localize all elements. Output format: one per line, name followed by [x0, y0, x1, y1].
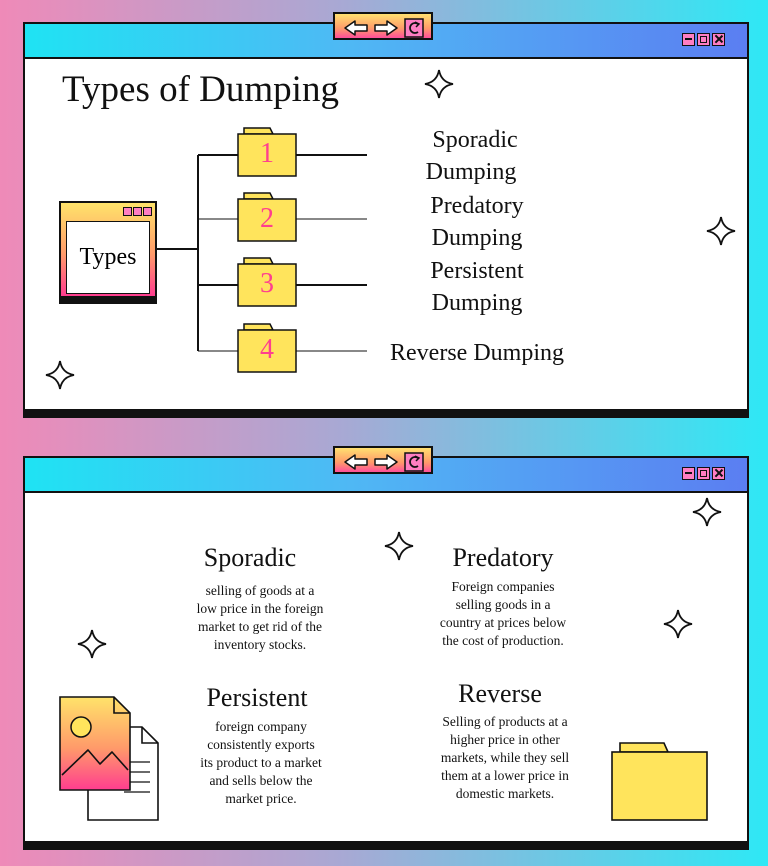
- type-label-reverse: Reverse Dumping: [390, 340, 564, 366]
- card-title-predatory: Predatory: [452, 543, 554, 572]
- type-label-predatory: Predatory Dumping: [430, 193, 524, 251]
- card-desc-predatory: Foreign companies selling goods in a country at prices below the cost of production.: [439, 579, 567, 648]
- folder-icon: [612, 743, 707, 820]
- sparkle-icon: [693, 498, 721, 526]
- folder-number-1: 1: [260, 138, 274, 169]
- sparkle-icon: [385, 532, 413, 560]
- folder-number-3: 3: [260, 268, 274, 299]
- sparkle-icon: [664, 610, 692, 638]
- card-title-persistent: Persistent: [206, 683, 308, 712]
- page-title: Types of Dumping: [62, 69, 339, 110]
- card-desc-persistent: foreign company consistently exports its product to a market and sells below the market price.: [200, 719, 322, 806]
- sparkle-icon: [78, 630, 106, 658]
- card-title-sporadic: Sporadic: [203, 543, 297, 572]
- card-desc-sporadic: selling of goods at a low price in the foreign market to get rid of the inventory stocks.: [196, 583, 324, 652]
- type-label-persistent: Persistent Dumping: [430, 258, 524, 316]
- card-desc-reverse: Selling of products at a higher price in other markets, while they sell them at a lower price in domestic markets.: [440, 714, 570, 801]
- folder-number-2: 2: [260, 203, 274, 234]
- types-label: Types: [66, 221, 150, 294]
- document-image-icon: [60, 697, 158, 820]
- folder-number-4: 4: [260, 334, 274, 365]
- type-label-sporadic: Sporadic Dumping: [425, 127, 518, 185]
- card-title-reverse: Reverse: [458, 679, 542, 708]
